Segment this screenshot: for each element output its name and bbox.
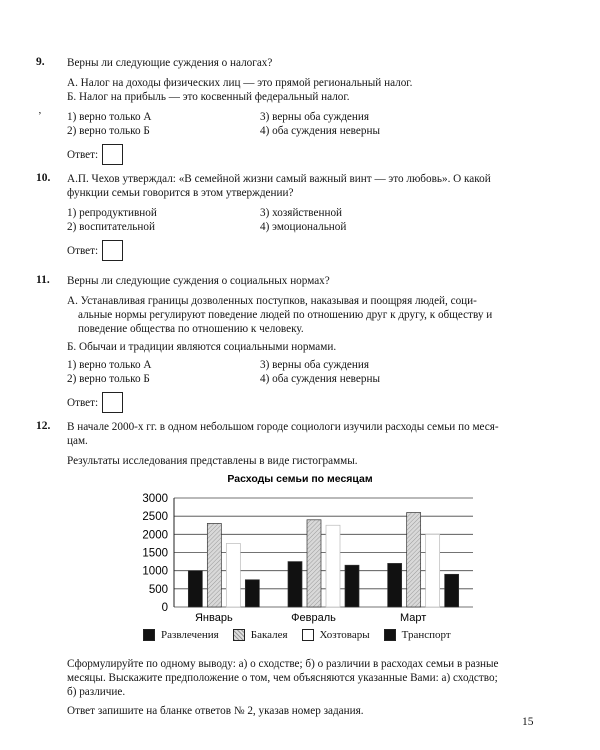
expenses-chart bbox=[0, 470, 600, 630]
bar-Хозтовары-Январь bbox=[226, 543, 240, 607]
x-category-label: Март bbox=[400, 612, 427, 624]
option-1: 1) репродуктивной bbox=[67, 207, 157, 219]
y-tick-label: 3000 bbox=[142, 493, 168, 505]
options-grid bbox=[67, 206, 546, 234]
results-text: Результаты исследования представлены в виде гистограммы. bbox=[67, 455, 358, 467]
task-line-3: б) различие. bbox=[67, 686, 126, 698]
statement-a-line-1: А. Устанавливая границы дозволенных поступков, наказывая и поощряя людей, соци- bbox=[67, 295, 477, 307]
legend-item bbox=[143, 629, 219, 641]
legend-swatch bbox=[302, 629, 314, 641]
legend-item bbox=[233, 629, 288, 641]
statement-a-line-3: поведение общества по отношению к человеку. bbox=[78, 323, 304, 335]
statement-a-line-2: альные нормы регулируют поведение людей по отношению друг к другу, к обществу и bbox=[78, 309, 493, 321]
task-line-2: месяцы. Выскажите предположение о том, чем объясняются указанные Вами: а) сходство; bbox=[67, 672, 498, 684]
bar-Бакалея-Февраль bbox=[307, 520, 321, 607]
statement-a: А. Налог на доходы физических лиц — это прямой региональный налог. bbox=[67, 77, 413, 89]
option-3: 3) верны оба суждения bbox=[260, 359, 370, 371]
answer-label: Ответ: bbox=[67, 396, 99, 409]
option-2: 2) воспитательной bbox=[67, 221, 155, 233]
question-number: 10. bbox=[36, 172, 51, 184]
bar-Бакалея-Январь bbox=[207, 523, 221, 607]
question-number: 9. bbox=[36, 56, 45, 68]
y-tick-label: 2000 bbox=[142, 529, 168, 542]
bar-Хозтовары-Март bbox=[426, 534, 440, 607]
option-3: 3) хозяйственной bbox=[260, 207, 343, 219]
task-line-1: Сформулируйте по одному выводу: а) о сходстве; б) о различии в расходах семьи в разные bbox=[67, 658, 499, 670]
bar-Развлечения-Март bbox=[388, 563, 402, 607]
option-1: 1) верно только А bbox=[67, 359, 152, 371]
stray-mark: ’ bbox=[38, 110, 42, 122]
bar-Транспорт-Январь bbox=[245, 580, 259, 607]
chart-title: Расходы семьи по месяцам bbox=[227, 473, 373, 485]
chart-legend bbox=[143, 629, 451, 641]
legend-label: Хозтовары bbox=[319, 629, 370, 641]
bar-Транспорт-Март bbox=[445, 574, 459, 607]
question-text: Верны ли следующие суждения о налогах? bbox=[67, 57, 273, 69]
question-text: Верны ли следующие суждения о социальных нормах? bbox=[67, 275, 330, 287]
question-number: 11. bbox=[36, 274, 50, 286]
legend-swatch bbox=[384, 629, 396, 641]
question-text-line-1: А.П. Чехов утверждал: «В семейной жизни самый важный винт — это любовь». О какой bbox=[67, 173, 491, 185]
option-4: 4) эмоциональной bbox=[260, 221, 347, 233]
options-grid bbox=[67, 110, 546, 138]
answer-box[interactable] bbox=[102, 240, 123, 261]
option-4: 4) оба суждения неверны bbox=[260, 125, 380, 137]
bar-Развлечения-Февраль bbox=[288, 562, 302, 607]
page-number: 15 bbox=[522, 716, 534, 728]
y-tick-label: 1000 bbox=[142, 565, 168, 578]
legend-label: Развлечения bbox=[161, 629, 219, 641]
legend-label: Бакалея bbox=[250, 629, 288, 641]
x-category-label: Февраль bbox=[291, 612, 336, 624]
statement-b: Б. Налог на прибыль — это косвенный федеральный налог. bbox=[67, 91, 350, 103]
question-number: 12. bbox=[36, 420, 51, 432]
answer-instruction: Ответ запишите на бланке ответов № 2, указав номер задания. bbox=[67, 705, 364, 717]
question-text-line-2: функции семьи говорится в этом утверждении? bbox=[67, 187, 294, 199]
y-tick-label: 0 bbox=[161, 602, 168, 614]
bar-Транспорт-Февраль bbox=[345, 565, 359, 607]
bar-Развлечения-Январь bbox=[188, 571, 202, 607]
answer-box[interactable] bbox=[102, 144, 123, 165]
answer-label: Ответ: bbox=[67, 244, 99, 257]
answer-box[interactable] bbox=[102, 392, 123, 413]
answer-row bbox=[67, 392, 546, 413]
option-3: 3) верны оба суждения bbox=[260, 111, 370, 123]
options-grid bbox=[67, 358, 546, 386]
intro-line-2: цам. bbox=[67, 435, 88, 447]
answer-label: Ответ: bbox=[67, 148, 99, 161]
answer-row bbox=[67, 240, 546, 261]
y-tick-label: 1500 bbox=[142, 547, 168, 560]
bar-Бакалея-Март bbox=[407, 513, 421, 607]
legend-label: Транспорт bbox=[401, 629, 451, 641]
legend-swatch bbox=[143, 629, 155, 641]
intro-line-1: В начале 2000-х гг. в одном небольшом городе социологи изучили расходы семьи по меся- bbox=[67, 421, 499, 433]
legend-item bbox=[302, 629, 370, 641]
option-4: 4) оба суждения неверны bbox=[260, 373, 380, 385]
x-category-label: Январь bbox=[194, 612, 233, 624]
option-2: 2) верно только Б bbox=[67, 125, 150, 137]
legend-swatch bbox=[233, 629, 245, 641]
option-1: 1) верно только А bbox=[67, 111, 152, 123]
legend-item bbox=[384, 629, 451, 641]
option-2: 2) верно только Б bbox=[67, 373, 150, 385]
y-tick-label: 2500 bbox=[142, 511, 168, 524]
statement-b: Б. Обычаи и традиции являются социальными нормами. bbox=[67, 341, 337, 353]
y-tick-label: 500 bbox=[148, 583, 168, 596]
answer-row bbox=[67, 144, 546, 165]
bar-Хозтовары-Февраль bbox=[326, 525, 340, 607]
